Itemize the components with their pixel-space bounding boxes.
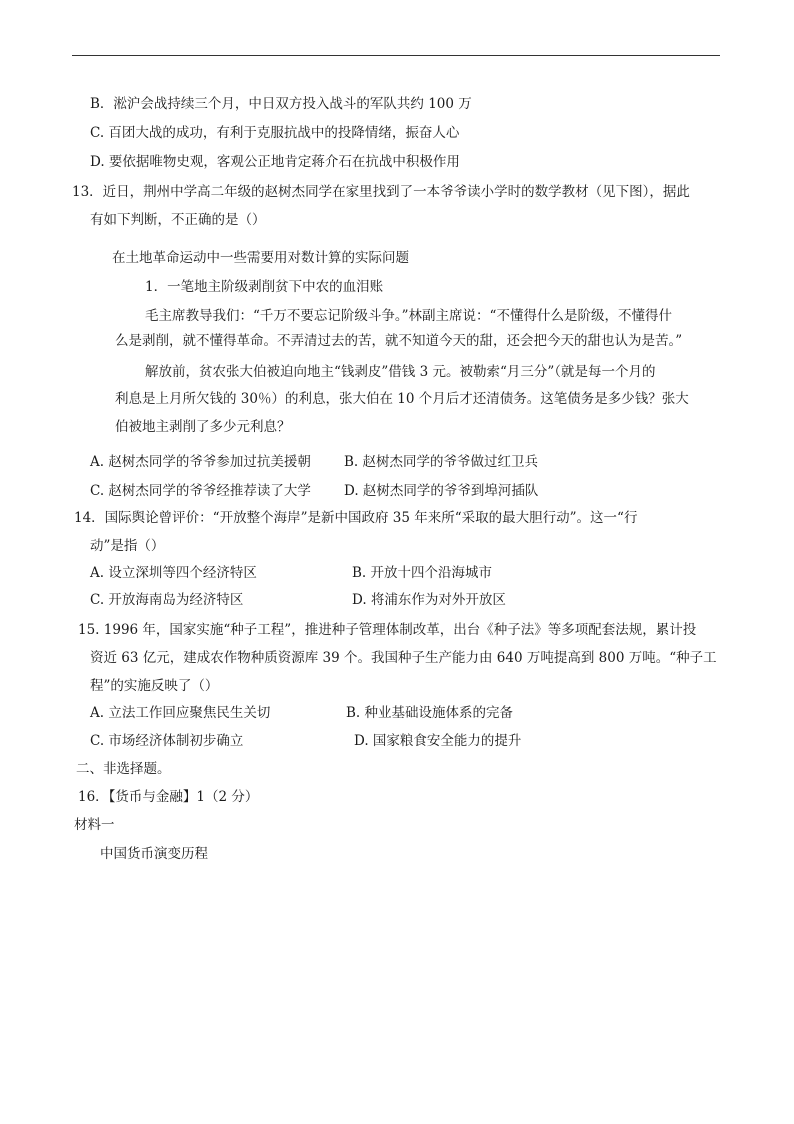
q16-material-label: 材料一: [74, 817, 115, 833]
q13-option-c: C. 赵树杰同学的爷爷经推荐读了大学: [90, 483, 311, 499]
q15-option-c: C. 市场经济体制初步确立: [90, 733, 244, 749]
q15-stem-line3: 程”的实施反映了（）: [90, 678, 219, 694]
q12-option-d: D. 要依据唯物史观，客观公正地肯定蒋介石在抗战中积极作用: [90, 154, 460, 170]
q15-stem-line2: 资近 63 亿元，建成农作物种质资源库 39 个。我国种子生产能力由 640 万吨提高到 800 万吨。“种子工: [90, 650, 717, 666]
q16-stem: 16．【货币与金融】1（2 分）: [78, 789, 259, 805]
q16-material-title: 中国货币演变历程: [100, 846, 208, 862]
textbook-heading: 在土地革命运动中一些需要用对数计算的实际问题: [112, 250, 409, 266]
q14-option-d: D. 将浦东作为对外开放区: [352, 592, 506, 608]
q14-option-b: B. 开放十四个沿海城市: [352, 565, 493, 581]
q13-option-d: D. 赵树杰同学的爷爷到埠河插队: [344, 483, 539, 499]
q15-option-a: A. 立法工作回应聚焦民生关切: [90, 705, 271, 721]
q15-stem-line1: 15. 1996 年，国家实施“种子工程”，推进种子管理体制改革，出台《种子法》等多项配套法规，累计投: [78, 622, 697, 638]
q13-option-a: A. 赵树杰同学的爷爷参加过抗美援朝: [90, 454, 311, 470]
q13-stem-line1: 13．近日，荆州中学高二年级的赵树杰同学在家里找到了一本爷爷读小学时的数学教材（见下图），据此: [72, 184, 690, 200]
textbook-para1-line2: 么是剥削，就不懂得革命。不弄清过去的苦，就不知道今天的甜，还会把今天的甜也认为是苦。”: [115, 333, 683, 349]
q13-stem-line2: 有如下判断，不正确的是（）: [90, 212, 266, 228]
textbook-para2-line3: 伯被地主剥削了多少元利息？: [115, 419, 291, 435]
textbook-para1-line1: 毛主席教导我们：“千万不要忘记阶级斗争。”林副主席说：“不懂得什么是阶级，不懂得什: [145, 308, 672, 324]
header-rule: [72, 55, 720, 56]
q15-option-b: B. 种业基础设施体系的完备: [346, 705, 514, 721]
q13-option-b: B. 赵树杰同学的爷爷做过红卫兵: [344, 454, 539, 470]
q15-option-d: D. 国家粮食安全能力的提升: [354, 733, 522, 749]
textbook-para2-line1: 解放前，贫农张大伯被迫向地主“钱剥皮”借钱 3 元。被勒索“月三分”（就是每一个月的: [145, 364, 656, 380]
q14-option-a: A. 设立深圳等四个经济特区: [90, 565, 257, 581]
section-2-title: 二、非选择题。: [76, 761, 171, 777]
q12-option-c: C. 百团大战的成功，有利于克服抗战中的投降情绪，振奋人心: [90, 125, 460, 141]
textbook-para2-line2: 利息是上月所欠钱的 30％）的利息，张大伯在 10 个月后才还清债务。这笔债务是多少钱？张大: [115, 391, 689, 407]
q14-stem-line1: 14．国际舆论曾评价：“开放整个海岸”是新中国政府 35 年来所“采取的最大胆行动”。这一“行: [74, 510, 638, 526]
q14-option-c: C. 开放海南岛为经济特区: [90, 592, 244, 608]
q12-option-b: B．淞沪会战持续三个月，中日双方投入战斗的军队共约 100 万: [90, 96, 472, 112]
q14-stem-line2: 动”是指（）: [90, 538, 165, 554]
textbook-subheading: 1．一笔地主阶级剥削贫下中农的血泪账: [145, 279, 384, 295]
